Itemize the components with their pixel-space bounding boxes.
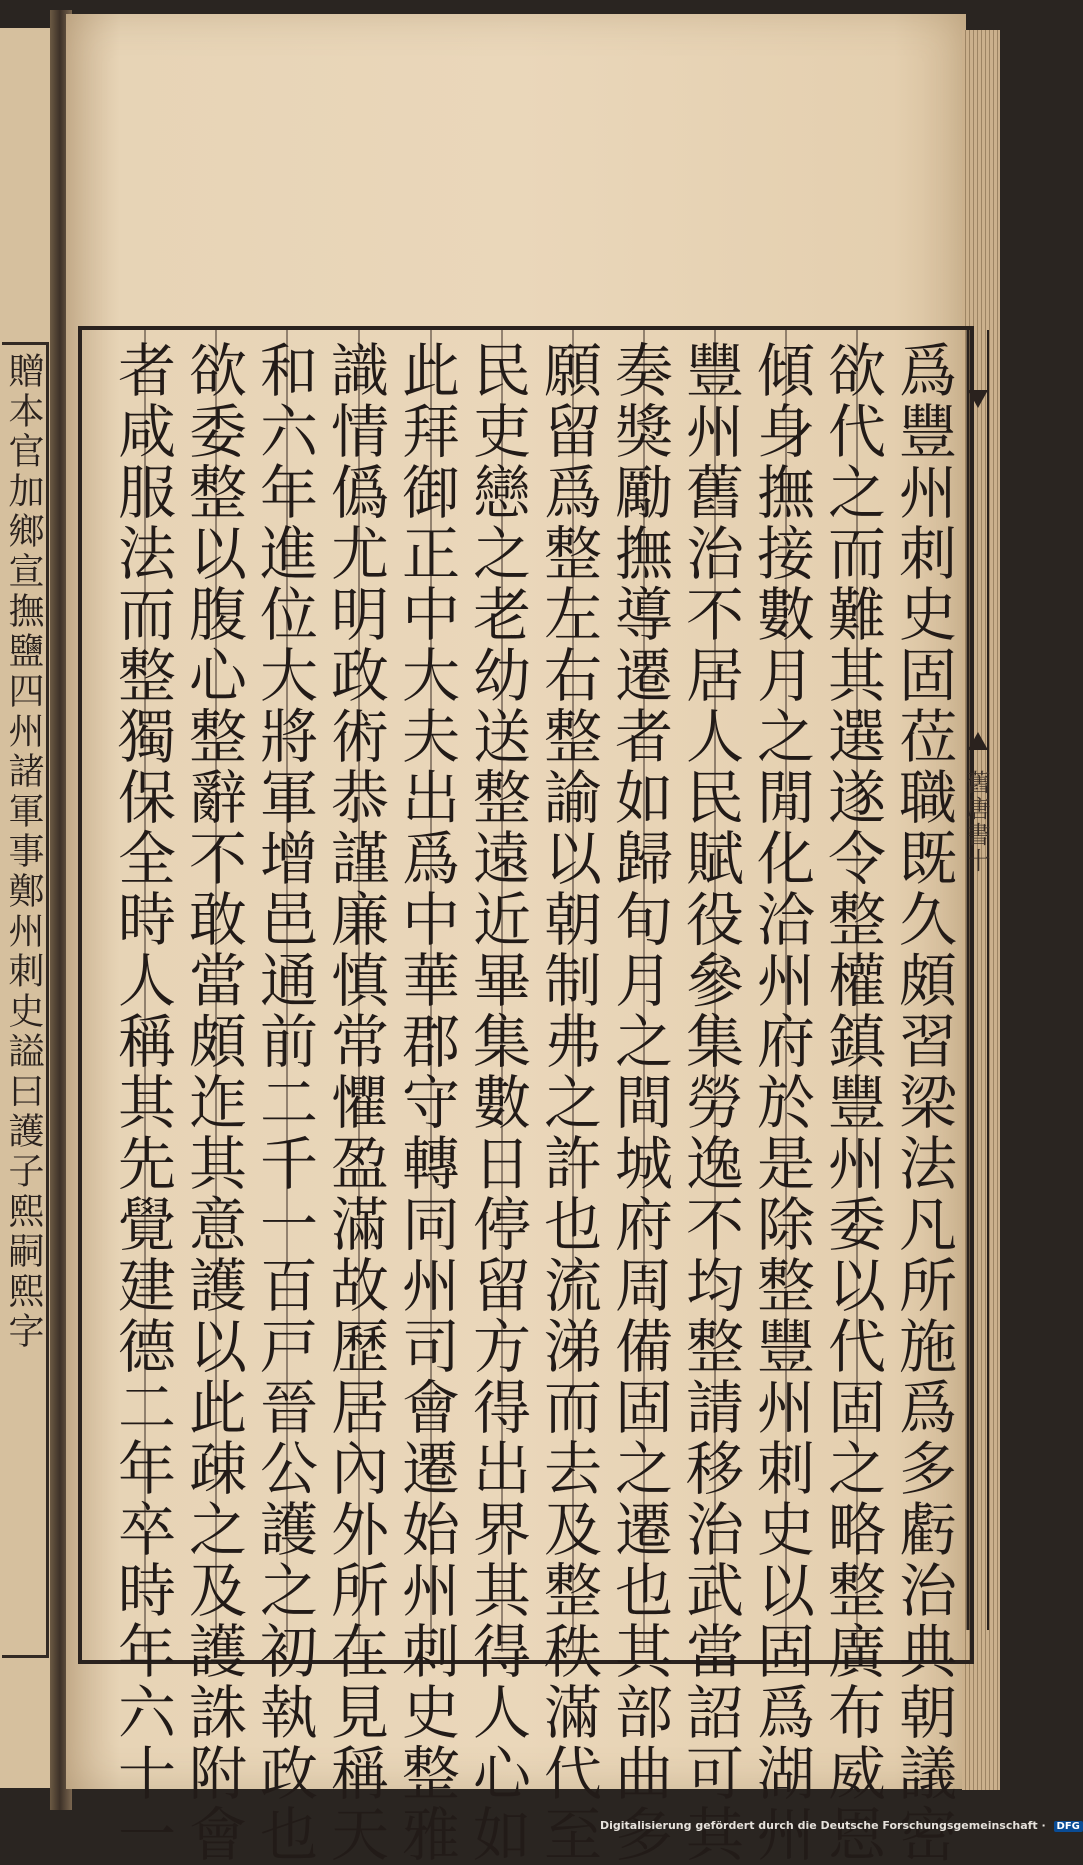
text-column-1: 爲豐州刺史固莅職既久頗習梁法凡所施爲多虧治典朝議密	[889, 340, 957, 1865]
text-column-4: 豐州舊治不居人民賦役參集勞逸不均整請移治武當詔可其	[676, 340, 744, 1865]
fishtail-marker	[965, 330, 991, 1630]
facing-page-column: 贈本官加鄉宣撫鹽四州諸軍事鄭州刺史謚曰護子熙嗣熙字	[3, 352, 44, 1352]
text-column-5: 奏獎勵撫導遷者如歸旬月之間城府周備固之遷也其部曲多	[605, 340, 673, 1865]
footer-credit-text: Digitalisierung gefördert durch die Deutsche Forschungsgemeinschaft	[600, 1819, 1038, 1832]
dfg-logo: DFG	[1054, 1821, 1083, 1832]
text-column-8: 此拜御正中大夫出爲中華郡守轉同州司會遷始州刺史整雅	[392, 340, 460, 1865]
footer-credit: Digitalisierung gefördert durch die Deutsche Forschungsgemeinschaft · DFG	[600, 1819, 996, 1835]
text-column-11: 欲委整以腹心整辭不敢當頗迮其意護以此疎之及護誅附會	[179, 340, 247, 1865]
text-column-9: 識情僞尤明政術恭謹廉慎常懼盈滿故歷居內外所在見稱天	[321, 340, 389, 1865]
text-column-10: 和六年進位大將軍增邑通前二千一百戸晉公護之初執政也	[250, 340, 318, 1865]
fishtail-title: 舊唐書十	[962, 770, 990, 874]
text-column-7: 民吏戀之老幼送整遠近畢集數日停留方得出界其得人心如	[463, 340, 531, 1865]
text-column-6: 願留爲整左右整諭以朝制弗之許也流涕而去及整秩滿代至	[534, 340, 602, 1865]
text-column-2: 欲代之而難其選遂令整權鎮豐州委以代固之略整廣布威恩	[818, 340, 886, 1865]
text-column-12: 者咸服法而整獨保全時人稱其先覺建德二年卒時年六十一	[108, 340, 176, 1865]
text-column-3: 傾身撫接數月之閒化洽州府於是除整豐州刺史以固爲湖州	[747, 340, 815, 1865]
